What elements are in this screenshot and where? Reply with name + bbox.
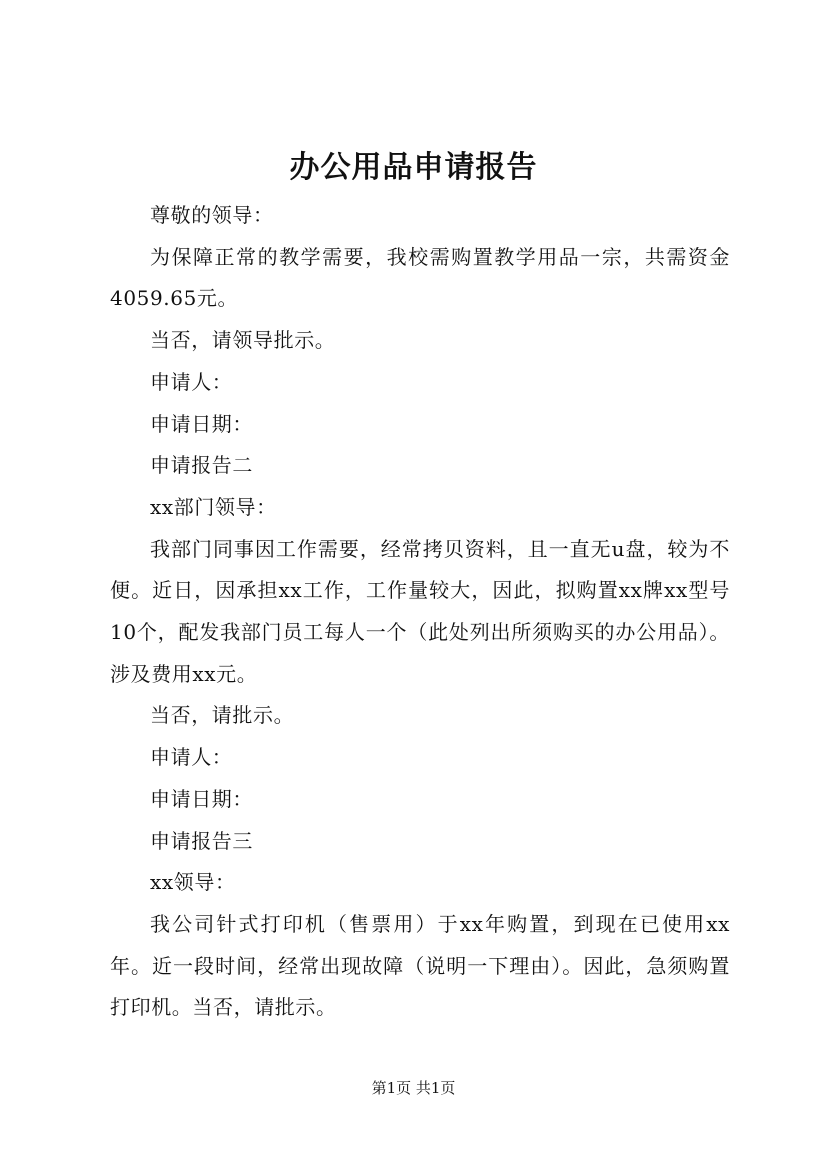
- body-paragraph: 为保障正常的教学需要，我校需购置教学用品一宗，共需资金4059.65元。: [110, 244, 730, 311]
- salutation: xx领导：: [150, 870, 236, 895]
- salutation: xx部门领导：: [150, 494, 277, 519]
- application-date-label: 申请日期：: [150, 786, 253, 811]
- document-title: 办公用品申请报告: [289, 150, 538, 185]
- salutation: 尊敬的领导：: [150, 203, 274, 227]
- applicant-label: 申请人：: [150, 745, 233, 770]
- application-date-label: 申请日期：: [150, 411, 253, 436]
- section-heading: 申请报告二: [150, 453, 253, 478]
- applicant-label: 申请人：: [150, 369, 233, 394]
- document-body: [110, 195, 730, 1029]
- closing-request: 当否，请领导批示。: [150, 328, 336, 353]
- body-paragraph: 我公司针式打印机（售票用）于xx年购置，到现在已使用xx年。近一段时间，经常出现故障（说明一下理由）。因此，急须购置打印机。当否，请批示。: [110, 911, 730, 1020]
- closing-request: 当否，请批示。: [150, 703, 295, 728]
- page-footer: 第1页 共1页: [371, 1079, 456, 1097]
- body-paragraph: 我部门同事因工作需要，经常拷贝资料，且一直无u盘，较为不便。近日，因承担xx工作，工作量较大，因此，拟购置xx牌xx型号10个，配发我部门员工每人一个（此处列出所须购买的办公用品）。涉及费用xx元。: [110, 536, 730, 686]
- section-heading: 申请报告三: [150, 828, 253, 853]
